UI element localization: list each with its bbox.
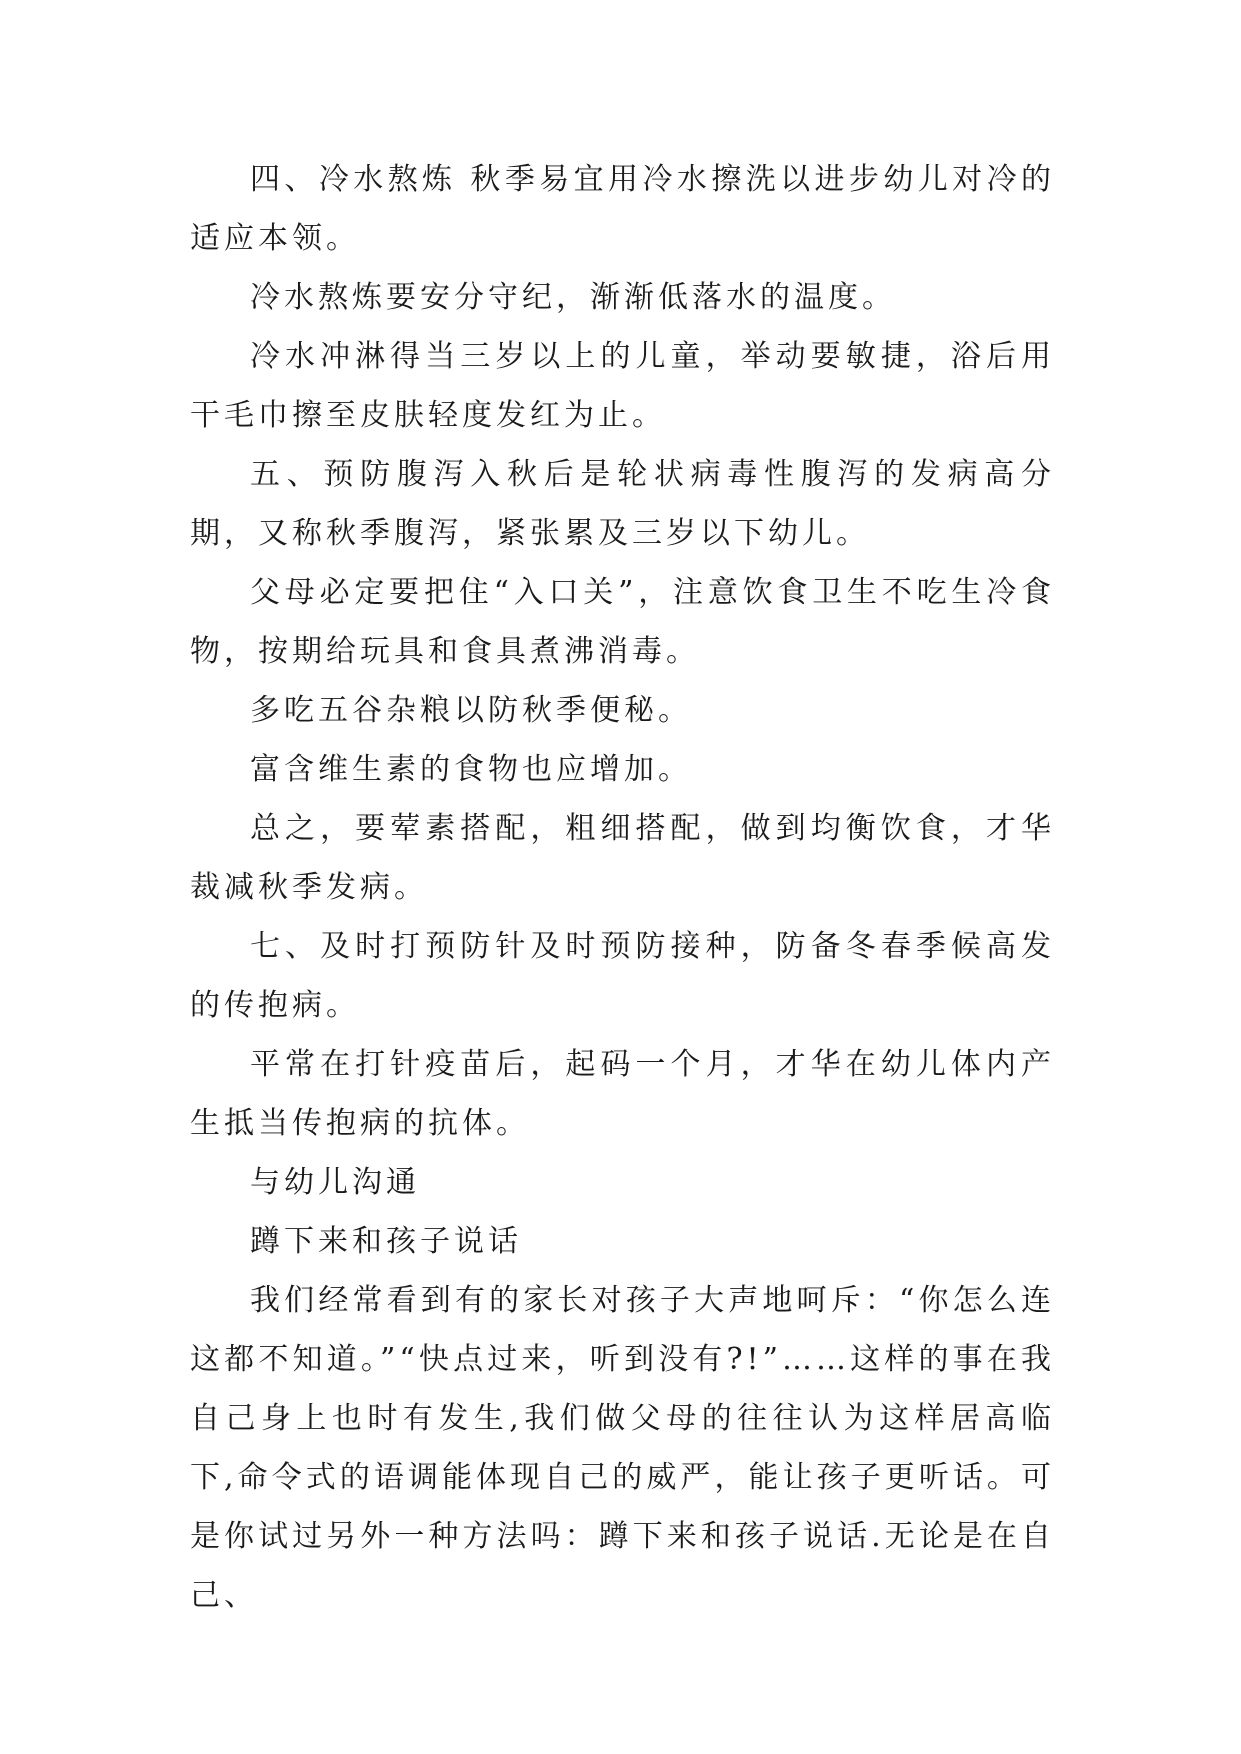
paragraph-vaccination: 七、及时打预防针及时预防接种，防备冬春季候高发的传抱病。 (190, 929, 1055, 1023)
paragraph-vitamins: 富含维生素的食物也应增加。 (250, 752, 692, 787)
document-page (190, 150, 1055, 1625)
paragraph-cold-water-training: 四、冷水熬炼 秋季易宜用冷水擦洗以进步幼儿对冷的适应本领。 (190, 162, 1055, 256)
paragraph-antibodies: 平常在打针疫苗后，起码一个月，才华在幼儿体内产生抵当传抱病的抗体。 (190, 1047, 1055, 1141)
paragraph-balanced-diet: 总之，要荤素搭配，粗细搭配，做到均衡饮食，才华裁减秋季发病。 (190, 811, 1055, 905)
paragraph-grains: 多吃五谷杂粮以防秋季便秘。 (250, 693, 692, 728)
paragraph-gradual-temperature: 冷水熬炼要安分守纪，渐渐低落水的温度。 (250, 280, 896, 315)
paragraph-cold-shower: 冷水冲淋得当三岁以上的儿童，举动要敏捷，浴后用干毛巾擦至皮肤轻度发红为止。 (190, 339, 1055, 433)
heading-communicate-with-children: 与幼儿沟通 (250, 1165, 420, 1200)
paragraph-food-hygiene: 父母必定要把住“入口关”，注意饮食卫生不吃生冷食物，按期给玩具和食具煮沸消毒。 (190, 575, 1055, 669)
paragraph-parent-scolding: 我们经常看到有的家长对孩子大声地呵斥：“你怎么连这都不知道。”“快点过来，听到没有?!”……这样的事在我自己身上也时有发生,我们做父母的往往认为这样居高临下,命令式的语调能体现自己的威严，能让孩子更听话。可是你试过另外一种方法吗：蹲下来和孩子说话.无论是在自己、 (190, 1283, 1055, 1613)
paragraph-prevent-diarrhea: 五、预防腹泻入秋后是轮状病毒性腹泻的发病高分期，又称秋季腹泻，紧张累及三岁以下幼儿。 (190, 457, 1055, 551)
heading-squat-down-and-talk: 蹲下来和孩子说话 (250, 1224, 522, 1259)
